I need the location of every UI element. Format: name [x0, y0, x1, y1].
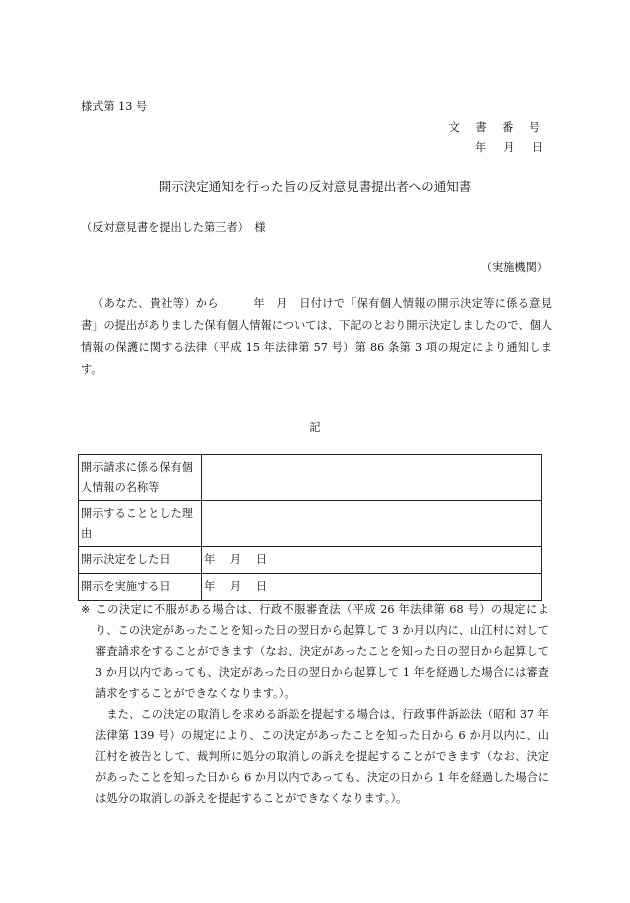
- body-paragraph: （あなた、貴社等）から 年 月 日付けで「保有個人情報の開示決定等に係る意見書」の提出がありました保有個人情報については、下記のとおり開示決定しましたので、個人情報の保護に関する法律（平成 15 年法律第 57 号）第 86 条第 3 項の規定により通知します。: [81, 297, 552, 376]
- table-row: [79, 574, 542, 601]
- addressee: （反対意見書を提出した第三者） 様: [81, 221, 266, 234]
- note-appeal-text: この決定に不服がある場合は、行政不服審査法（平成 26 年法律第 68 号）の規定により、この決定があったことを知った日の翌日から起算して 3 か月以内に、山江村に対して審査請求をすることができます（なお、決定があったことを知った日の翌日から起算して 3 か月以内であっても、決定があった日の翌日から起算して 1 年を経過した場合には審査請求をすることができなくなります。）。: [95, 603, 549, 700]
- row-label-reason: 開示することとした理由: [79, 501, 202, 547]
- row-label-implementation-date: 開示を実施する日: [79, 574, 202, 601]
- note-mark: ※: [81, 603, 91, 616]
- document-date-label: 年 月 日: [475, 141, 546, 154]
- row-value-info-name: [202, 455, 542, 501]
- note-appeal: [81, 599, 549, 704]
- ki-heading: 記: [309, 421, 321, 434]
- table-row: [79, 501, 542, 547]
- row-value-decision-date: 年 月 日: [202, 547, 542, 574]
- note-lawsuit: また、この決定の取消しを求める訴訟を提起する場合は、行政事件訴訟法（昭和 37 年法律第 139 号）の規定により、この決定があったことを知った日から 6 か月以内に、山江村を被告として、裁判所に処分の取消しの訴えを提起することができます（なお、決定があったことを知った日から 6 か月以内であっても、決定の日から 1 年を経過した場合には処分の取消しの訴えを提起することができなくなります。）。: [95, 708, 549, 805]
- row-value-implementation-date: 年 月 日: [202, 574, 542, 601]
- table-row: [79, 455, 542, 501]
- table-row: [79, 547, 542, 574]
- document-number-label: 文 書 番 号: [448, 121, 546, 134]
- row-label-decision-date: 開示決定をした日: [79, 547, 202, 574]
- row-label-info-name: 開示請求に係る保有個人情報の名称等: [79, 455, 202, 501]
- info-table: [78, 454, 542, 601]
- form-number: 様式第 13 号: [81, 100, 148, 113]
- row-value-reason: [202, 501, 542, 547]
- implementing-agency: （実施機関）: [480, 261, 548, 274]
- notes-section: [81, 599, 549, 809]
- document-title: 開示決定通知を行った旨の反対意見書提出者への通知書: [158, 179, 472, 194]
